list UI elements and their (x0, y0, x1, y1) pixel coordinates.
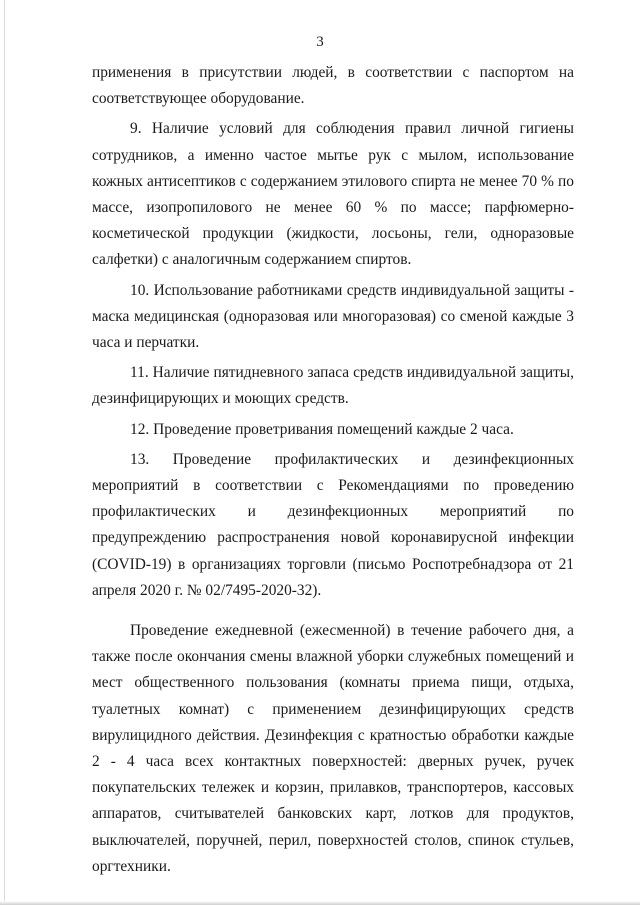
paragraph-item-9: 9. Наличие условий для соблюдения правил личной гигиены сотрудников, а именно частое мытье рук с мылом, использование кожных антисептиков с содержанием этилового спирта не менее 70 % по массе, изопропилового не менее 60 % по массе; парфюмерно-косметической продукции (жидкости, лосьоны, гели, одноразовые салфетки) с аналогичным содержанием спиртов. (92, 120, 574, 269)
paragraph-item-10: 10. Использование работниками средств индивидуальной защиты - маска медицинская (одноразовая или многоразовая) со сменой каждые 3 часа и перчатки. (92, 281, 574, 352)
paragraph-item-11: 11. Наличие пятидневного запаса средств индивидуальной защиты, дезинфицирующих и моющих средств. (92, 364, 574, 408)
scan-left-edge (4, 0, 5, 905)
paragraph-item-13: 13. Проведение профилактических и дезинфекционных мероприятий в соответствии с Рекомендациями по проведению профилактических и дезинфекционных мероприятий по предупреждению распространения новой коронавирусной инфекции (COVID-19) в организациях торговли (письмо Роспотребнадзора от 21 апреля 2020 г. № 02/7495-2020-32). (92, 450, 574, 599)
paragraph-item-12: 12. Проведение проветривания помещений каждые 2 часа. (130, 420, 514, 438)
document-body (92, 60, 574, 884)
scan-bottom-edge (0, 901, 640, 905)
paragraph-continuation: применения в присутствии людей, в соответствии с паспортом на соответствующее оборудование. (92, 64, 574, 108)
page-number: 3 (316, 34, 324, 50)
paragraph-cleaning: Проведение ежедневной (ежесменной) в течение рабочего дня, а также после окончания смены влажной уборки служебных помещений и мест общественного пользования (комнаты приема пищи, отдыха, туалетных комнат) с применением дезинфицирующих средств вирулицидного действия. Дезинфекция с кратностью обработки каждые 2 - 4 часа всех контактных поверхностей: дверных ручек, ручек покупательских тележек и корзин, прилавков, транспортеров, кассовых аппаратов, считывателей банковских карт, лотков для продуктов, выключателей, поручней, перил, поверхностей столов, спинок стульев, оргтехники. (92, 622, 574, 875)
